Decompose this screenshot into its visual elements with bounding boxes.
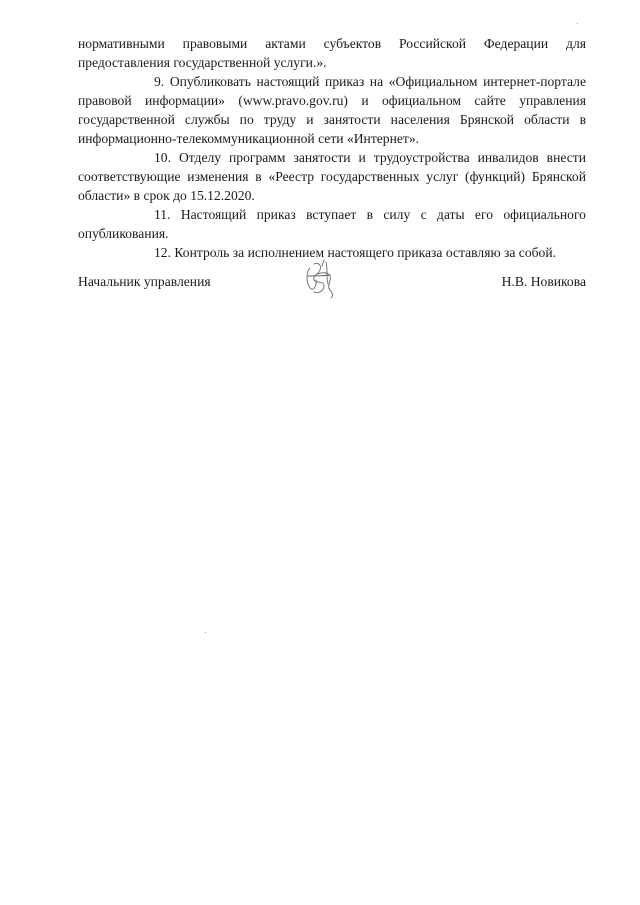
paragraph-number: 11. <box>154 207 171 222</box>
document-body <box>78 34 586 262</box>
signer-title: Начальник управления <box>78 274 211 289</box>
paragraph-number: 10. <box>154 150 171 165</box>
scan-speck <box>577 23 578 24</box>
paragraph-text: Отделу программ занятости и трудоустройства инвалидов внести соответствующие изменения в «Реестр государственных услуг (функций) Брянской области» в срок до 15.12.2020. <box>78 150 586 203</box>
paragraph-11 <box>78 205 586 243</box>
paragraph-number: 12. <box>154 245 171 260</box>
paragraph-text: Контроль за исполнением настоящего приказа оставляю за собой. <box>174 245 557 260</box>
paragraph-number: 9. <box>154 74 165 89</box>
paragraph-9 <box>78 72 586 148</box>
paragraph-text: Настоящий приказ вступает в силу с даты его официального опубликования. <box>78 207 586 241</box>
paragraph-10 <box>78 148 586 205</box>
paragraph-text: нормативными правовыми актами субъектов Российской Федерации для предоставления государственной услуги.». <box>78 36 586 70</box>
paragraph-continuation <box>78 34 586 72</box>
signer-name: Н.В. Новикова <box>501 274 586 289</box>
handwritten-signature <box>300 256 340 300</box>
scan-speck <box>205 632 206 633</box>
paragraph-text: Опубликовать настоящий приказ на «Официальном интернет-портале правовой информации» (www.pravo.gov.ru) и официальном сайте управления государственной службы по труду и занятости населения Брянской области в информационно-телекоммуникационной сети «Интернет». <box>78 74 586 146</box>
